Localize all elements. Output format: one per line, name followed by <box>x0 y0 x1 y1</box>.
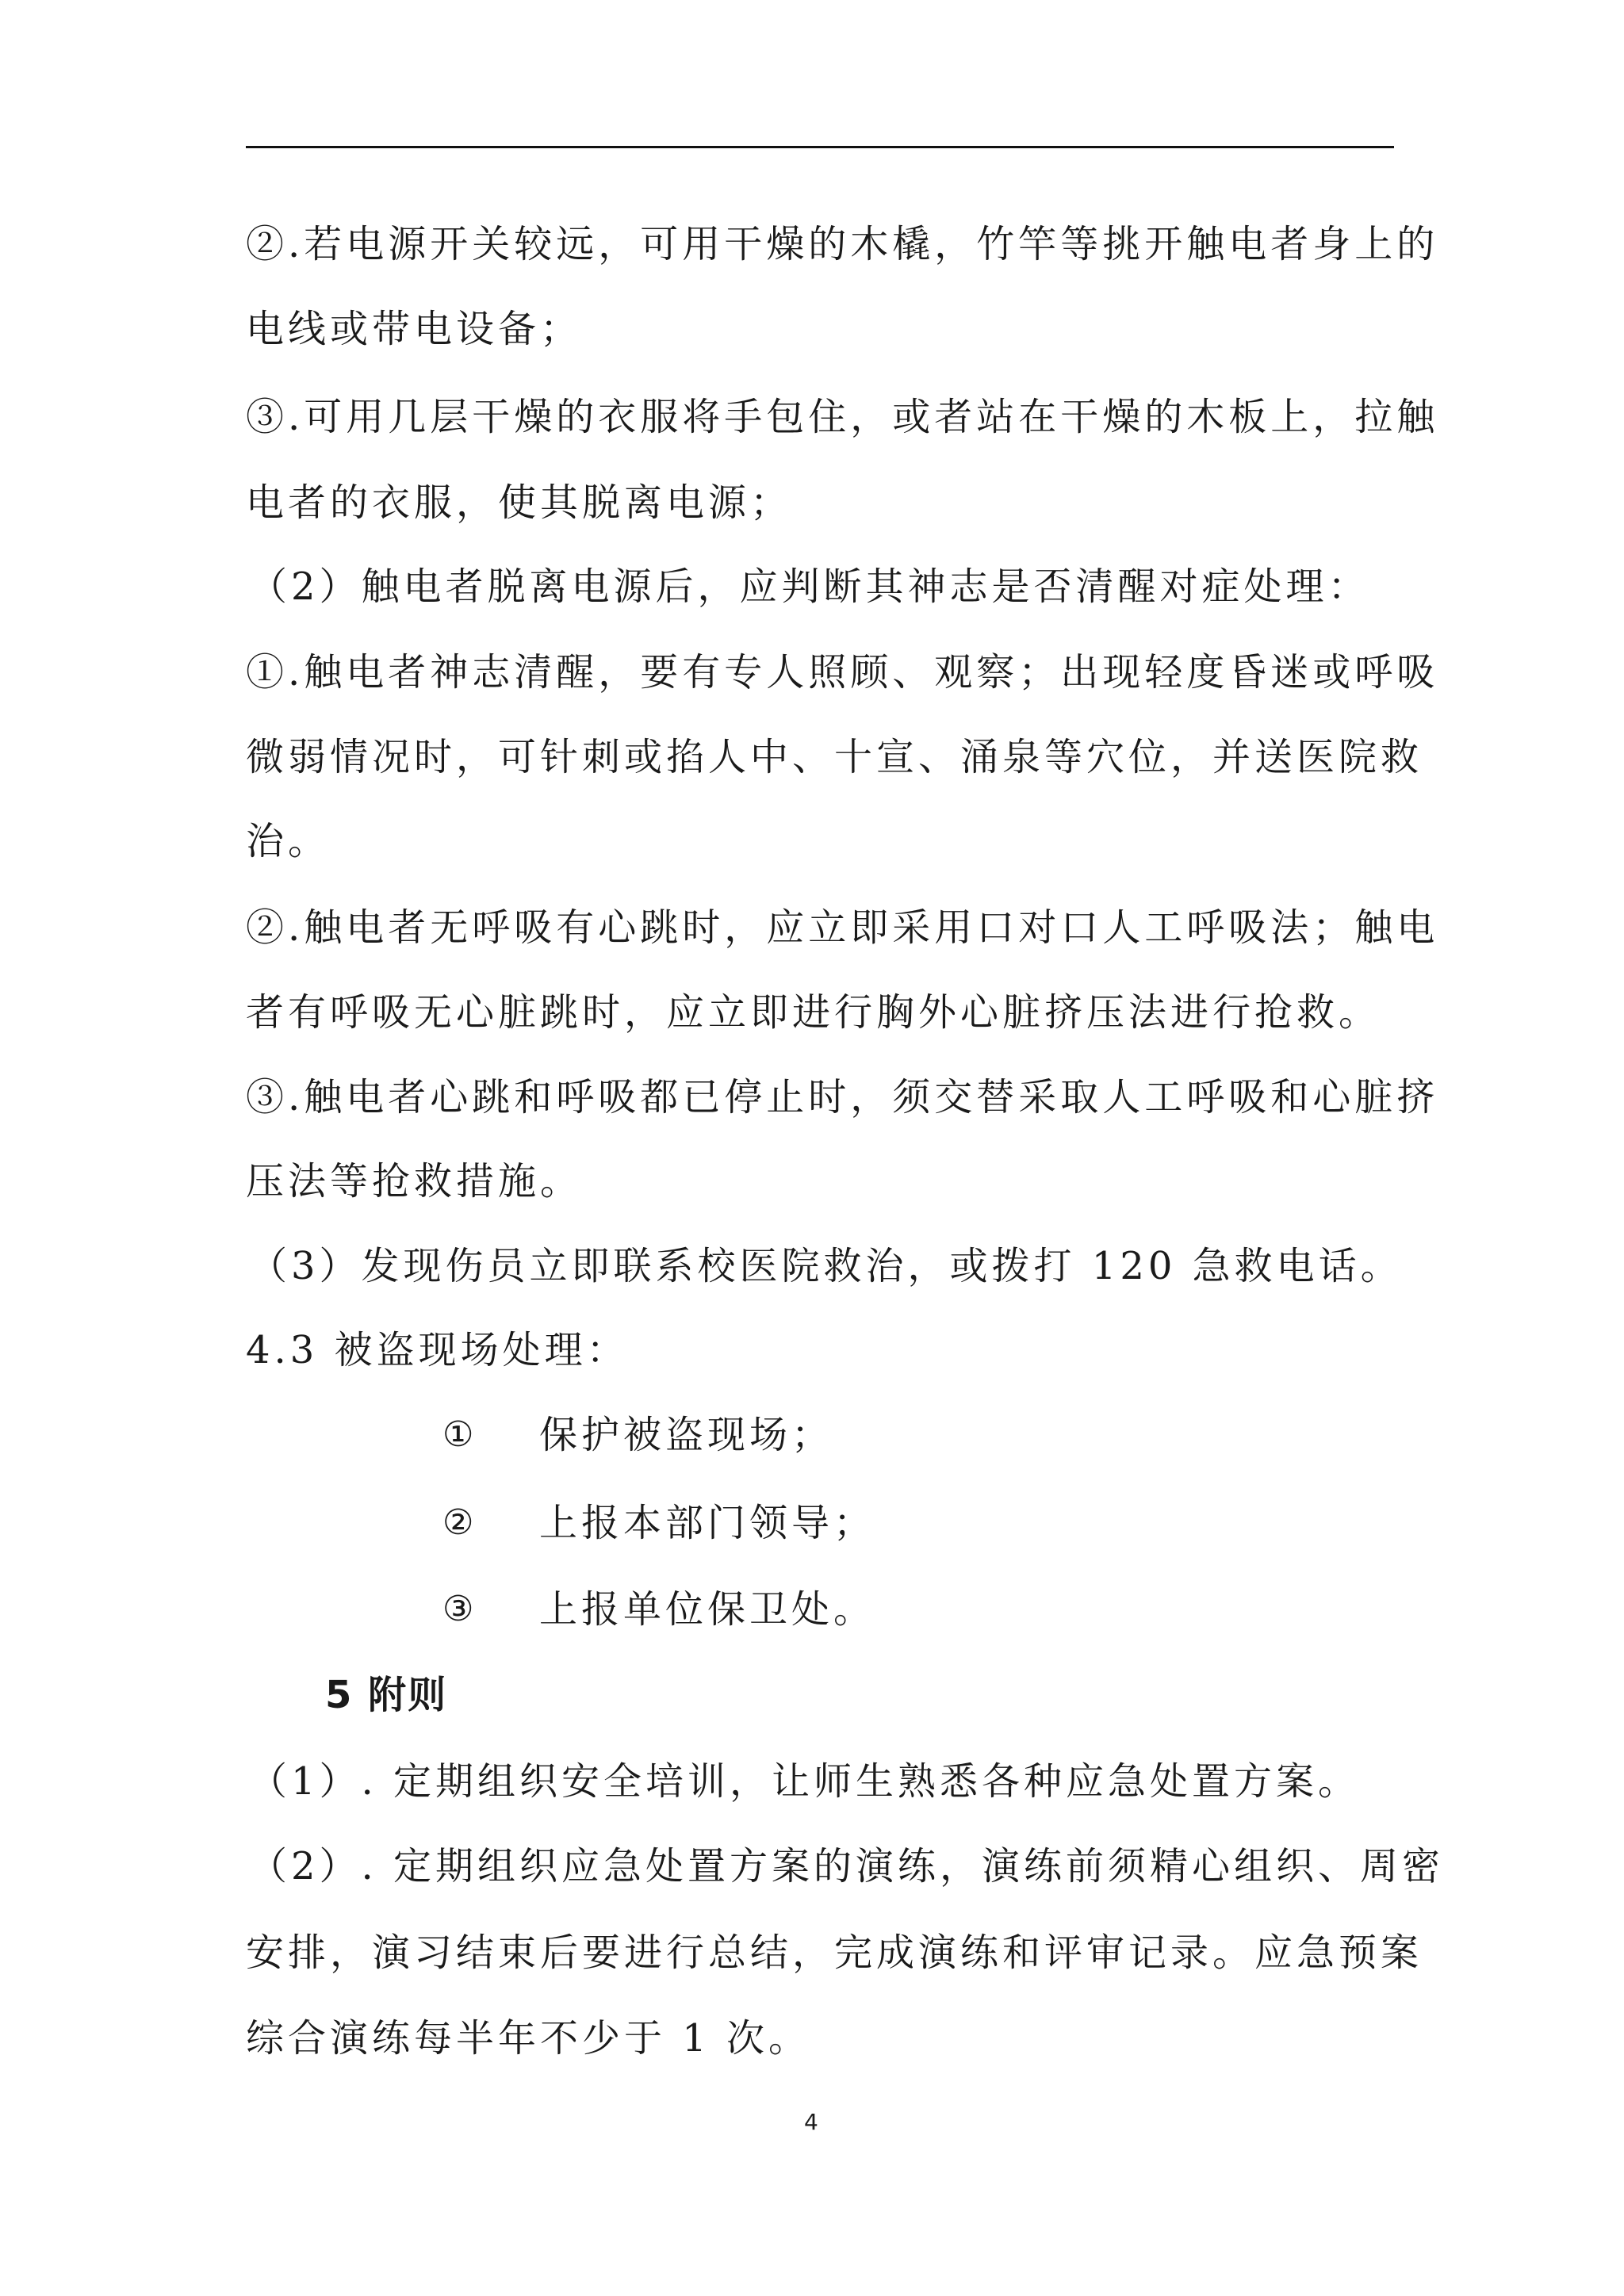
subsection-heading: 4.3 被盗现场处理： <box>246 1328 629 1372</box>
section-heading: 5 附则 <box>325 1673 448 1717</box>
body-line: 者有呼吸无心脏跳时，应立即进行胸外心脏挤压法进行抢救。 <box>246 990 1381 1035</box>
body-line: 治。 <box>246 819 331 863</box>
body-line: （2）. 定期组织应急处置方案的演练，演练前须精心组织、周密 <box>249 1844 1445 1888</box>
list-item-text: 保护被盗现场； <box>539 1413 834 1457</box>
page-number: 4 <box>804 2109 818 2135</box>
list-marker: ③ <box>442 1589 474 1629</box>
body-line: ①.触电者神志清醒，要有专人照顾、观察；出现轻度昏迷或呼吸 <box>246 650 1439 695</box>
body-line: 压法等抢救措施。 <box>246 1159 583 1203</box>
body-line: 电线或带电设备； <box>246 307 583 351</box>
body-line: ③.可用几层干燥的衣服将手包住，或者站在干燥的木板上，拉触 <box>246 395 1439 439</box>
body-line: 微弱情况时，可针刺或掐人中、十宣、涌泉等穴位，并送医院救 <box>246 735 1423 779</box>
list-item <box>0 1411 1624 1459</box>
header-rule <box>246 146 1394 148</box>
list-marker: ① <box>442 1414 474 1455</box>
list-item <box>0 1499 1624 1547</box>
body-line: 电者的衣服，使其脱离电源； <box>246 480 793 525</box>
list-item-text: 上报单位保卫处。 <box>539 1587 876 1632</box>
list-item <box>0 1586 1624 1633</box>
body-line: 综合演练每半年不少于 1 次。 <box>246 2016 811 2061</box>
body-line: ③.触电者心跳和呼吸都已停止时，须交替采取人工呼吸和心脏挤 <box>246 1075 1439 1119</box>
body-line: 安排，演习结束后要进行总结，完成演练和评审记录。应急预案 <box>246 1931 1423 1975</box>
body-line: ②.若电源开关较远，可用干燥的木橇，竹竿等挑开触电者身上的 <box>246 222 1439 266</box>
list-marker: ② <box>442 1502 474 1543</box>
list-item-text: 上报本部门领导； <box>539 1501 876 1545</box>
body-line: （3）发现伤员立即联系校医院救治，或拨打 120 急救电话。 <box>249 1244 1403 1288</box>
body-line: （1）. 定期组织安全培训，让师生熟悉各种应急处置方案。 <box>249 1759 1361 1804</box>
body-line: （2）触电者脱离电源后，应判断其神志是否清醒对症处理： <box>249 564 1370 609</box>
body-line: ②.触电者无呼吸有心跳时，应立即采用口对口人工呼吸法；触电 <box>246 905 1439 950</box>
